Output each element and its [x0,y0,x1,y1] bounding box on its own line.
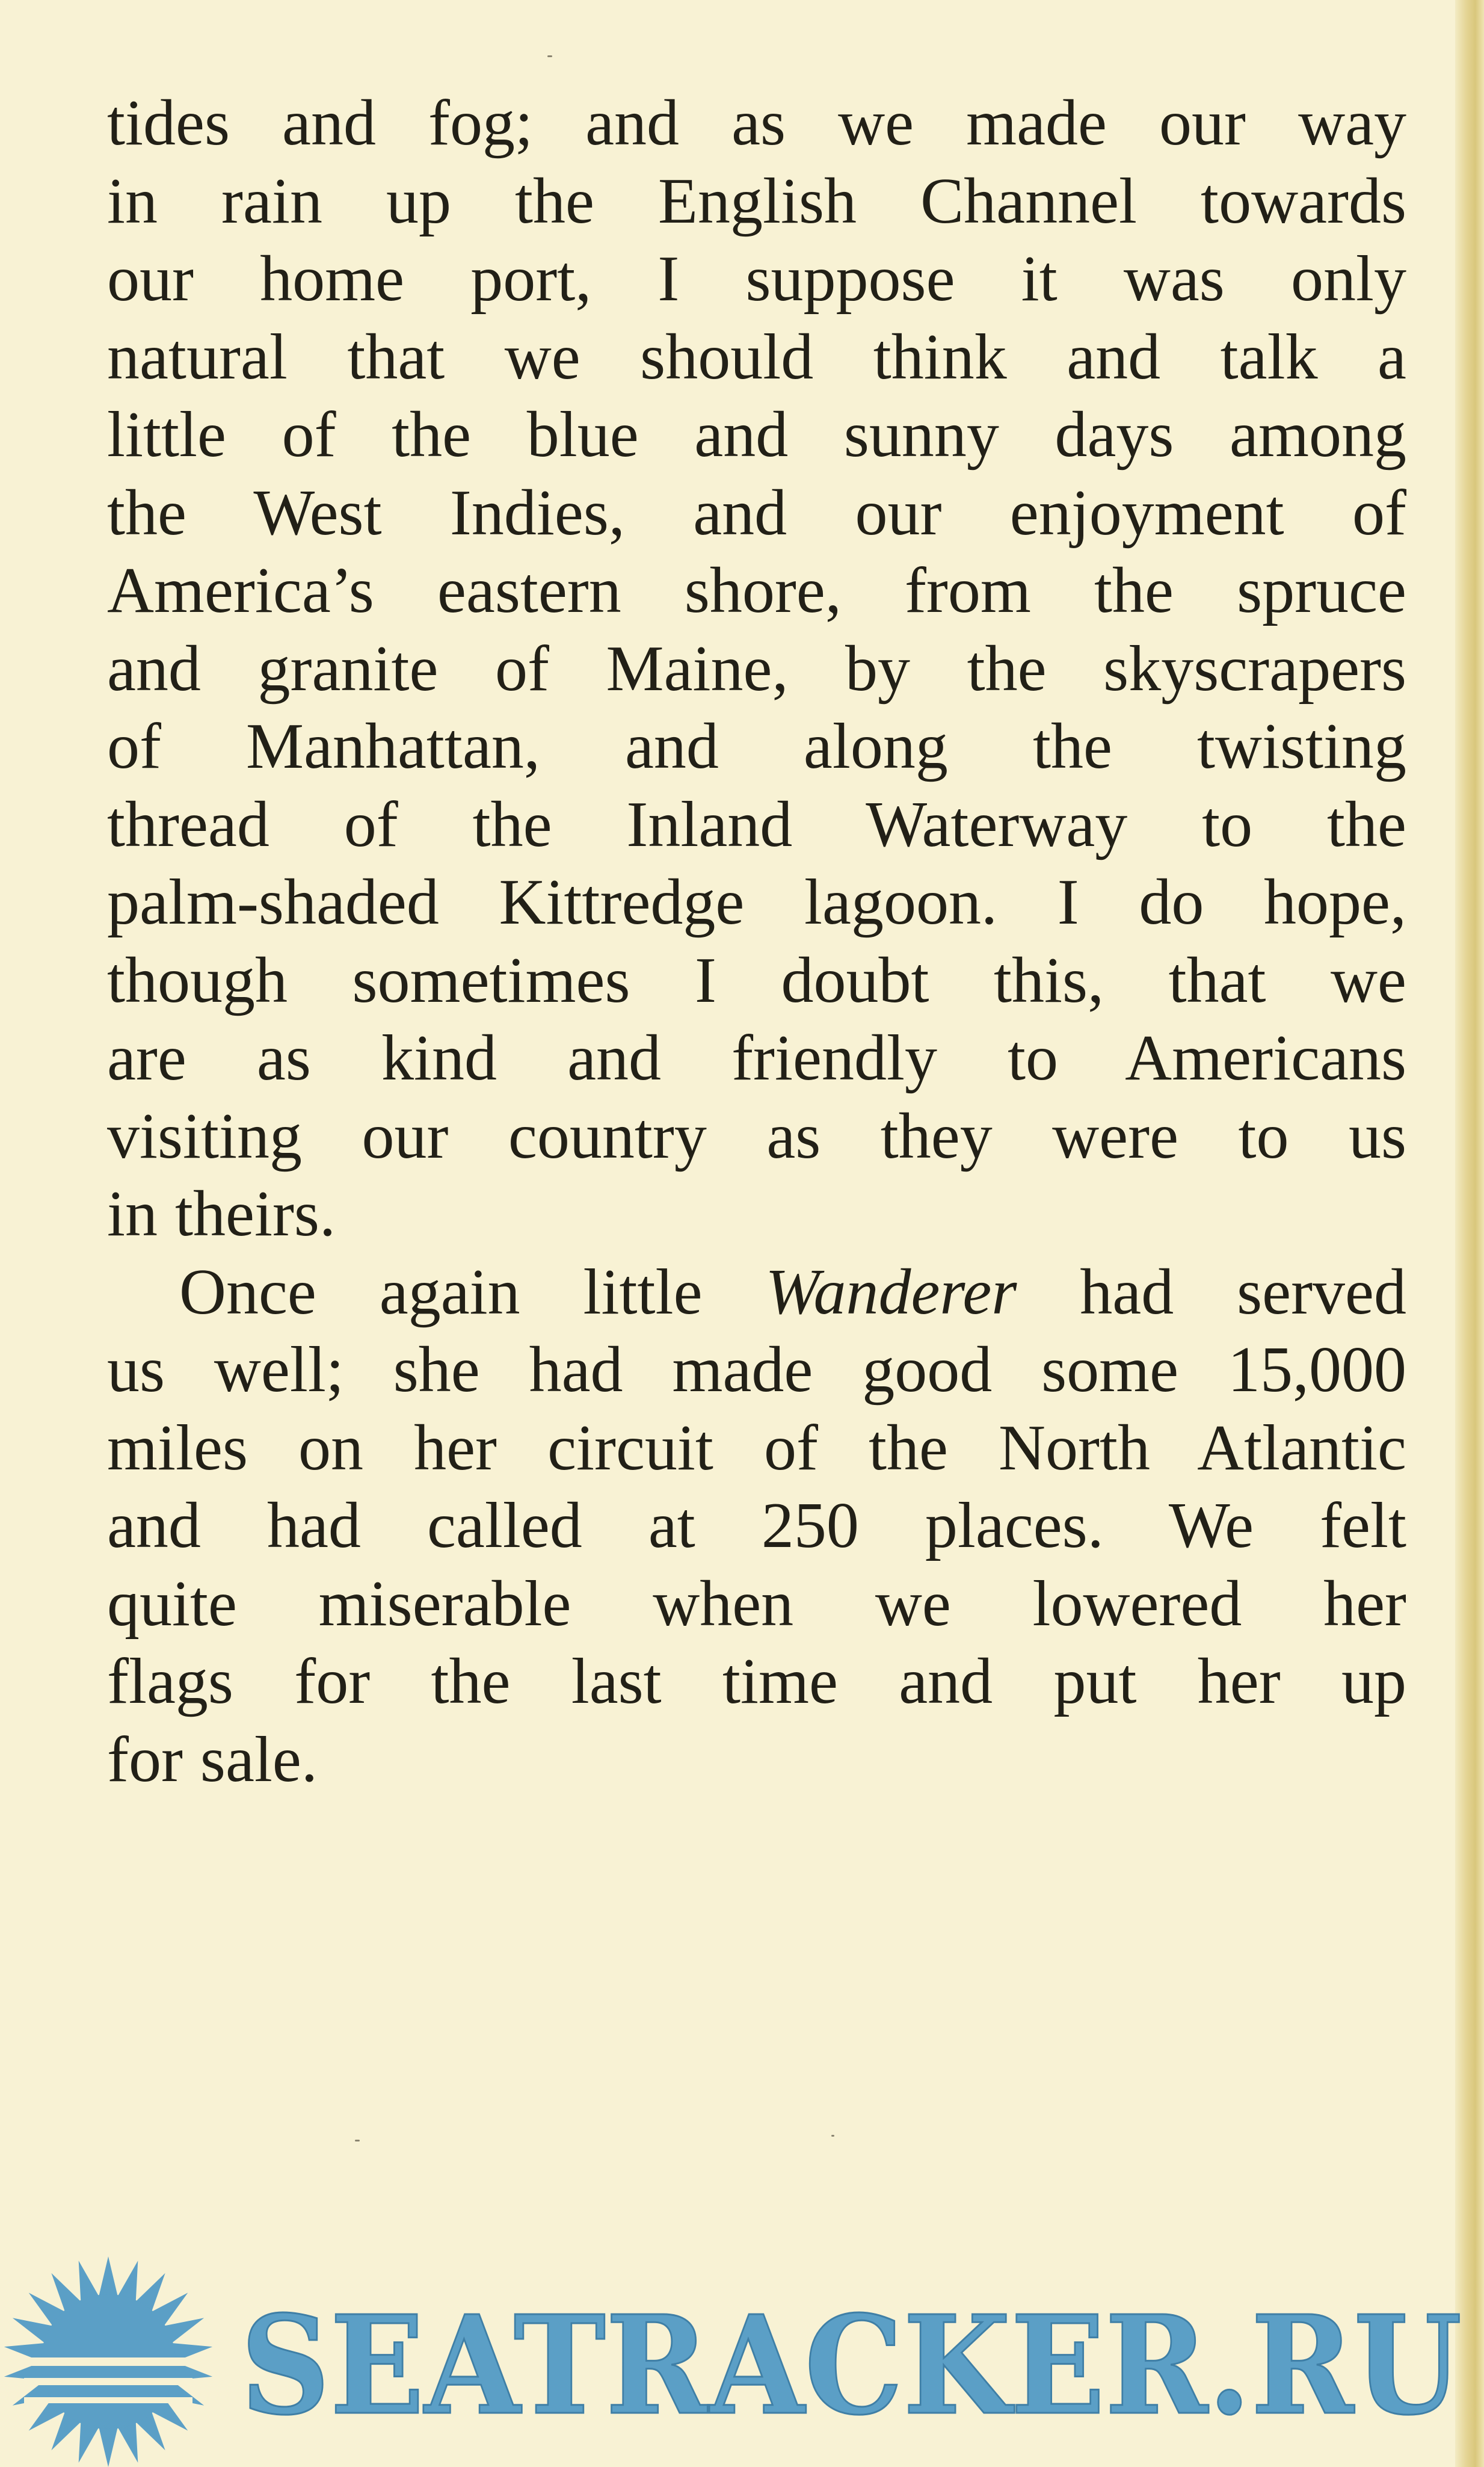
text-line: our home port, I suppose it was only [107,243,1406,315]
text-line: are as kind and friendly to Americans [107,1022,1406,1094]
text-line: of Manhattan, and along the twisting [107,711,1406,782]
paragraph-2 [107,1253,1406,1799]
text-run: had served [1017,1256,1406,1328]
text-line: the West Indies, and our enjoyment of [107,477,1406,549]
text-line: America’s eastern shore, from the spruce [107,555,1406,626]
watermark [0,2250,1484,2467]
text-line: us well; she had made good some 15,000 [107,1334,1406,1406]
text-line: natural that we should think and talk a [107,321,1406,393]
page-gutter [1455,0,1484,2467]
paper-speck [355,2140,360,2141]
text-line: though sometimes I doubt this, that we [107,944,1406,1016]
text-line: miles on her circuit of the North Atlantic [107,1412,1406,1484]
text-line [107,1253,1406,1332]
text-line: palm-shaded Kittredge lagoon. I do hope, [107,866,1406,938]
text-line: flags for the last time and put her up [107,1646,1406,1717]
text-line: tides and fog; and as we made our way [107,87,1406,159]
sun-icon [4,2256,212,2467]
text-line: in rain up the English Channel towards [107,165,1406,237]
paper-speck [831,2135,834,2137]
paper-speck [547,55,552,57]
text-line: and granite of Maine, by the skyscrapers [107,632,1406,705]
text-line: little of the blue and sunny days among [107,399,1406,471]
text-line: and had called at 250 places. We felt [107,1490,1406,1561]
text-run: Once again little [179,1256,766,1328]
text-line: for sale. [107,1723,318,1795]
paragraph-1 [107,84,1406,1253]
text-line: visiting our country as they were to us [107,1100,1406,1172]
watermark-text: SEATRACKER.RU [241,2286,1462,2445]
text-line: quite miserable when we lowered her [107,1567,1406,1640]
text-line: thread of the Inland Waterway to the [107,788,1406,860]
text-line: in theirs. [107,1178,336,1250]
body-text [107,84,1406,1799]
boat-name: Wanderer [765,1256,1017,1328]
